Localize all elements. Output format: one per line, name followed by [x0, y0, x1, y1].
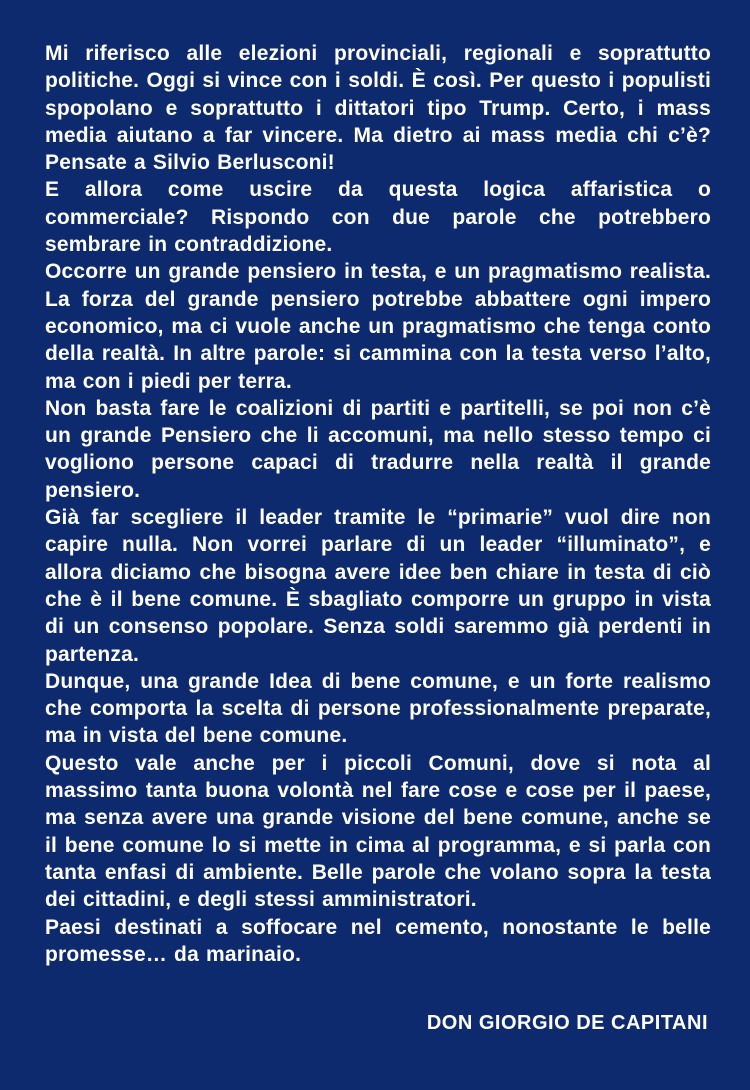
- paragraph-8: Paesi destinati a soffocare nel cemento, nonostante le belle promesse… da marinaio.: [45, 915, 711, 966]
- paragraph-1: Mi riferisco alle elezioni provinciali, regionali e soprattutto politiche. Oggi si vince con i soldi. È così. Per questo i populisti spopolano e soprattutto i dittatori tipo Trump. Certo, i mass media aiutano a far vincere. Ma dietro ai mass media chi c’è? Pensate a Silvio Berlusconi!: [45, 42, 711, 175]
- paragraph-3: Occorre un grande pensiero in testa, e un pragmatismo realista. La forza del grande pensiero potrebbe abbattere ogni impero economico, ma ci vuole anche un pragmatismo che tenga conto della realtà. In altre parole: si cammina con la testa verso l’alto, ma con i piedi per terra.: [45, 260, 711, 393]
- paragraph-7: Questo vale anche per i piccoli Comuni, dove si nota al massimo tanta buona volontà nel fare cose e cose per il paese, ma senza avere una grande visione del bene comune, anche se il bene comune lo si mette in cima al programma, e si parla con tanta enfasi di ambiente. Belle parole che volano sopra la testa dei cittadini, e degli stessi amministratori.: [45, 751, 711, 912]
- paragraph-2: E allora come uscire da questa logica affaristica o commerciale? Rispondo con due parole che potrebbero sembrare in contraddizione.: [45, 178, 711, 257]
- paragraph-4: Non basta fare le coalizioni di partiti e partitelli, se poi non c’è un grande Pensiero che li accomuni, ma nello stesso tempo ci vogliono persone capaci di tradurre nella realtà il grande pensiero.: [45, 396, 711, 502]
- article-body: [45, 40, 711, 968]
- paragraph-5: Già far scegliere il leader tramite le “primarie” vuol dire non capire nulla. Non vorrei parlare di un leader “illuminato”, e allora diciamo che bisogna avere idee ben chiare in testa di ciò che è il bene comune. È sbagliato comporre un gruppo in vista di un consenso popolare. Senza soldi saremmo già perdenti in partenza.: [45, 506, 711, 666]
- author-signature: DON GIORGIO DE CAPITANI: [426, 1012, 708, 1034]
- paragraph-6: Dunque, una grande Idea di bene comune, e un forte realismo che comporta la scelta di persone professionalmente preparate, ma in vista del bene comune.: [45, 669, 711, 748]
